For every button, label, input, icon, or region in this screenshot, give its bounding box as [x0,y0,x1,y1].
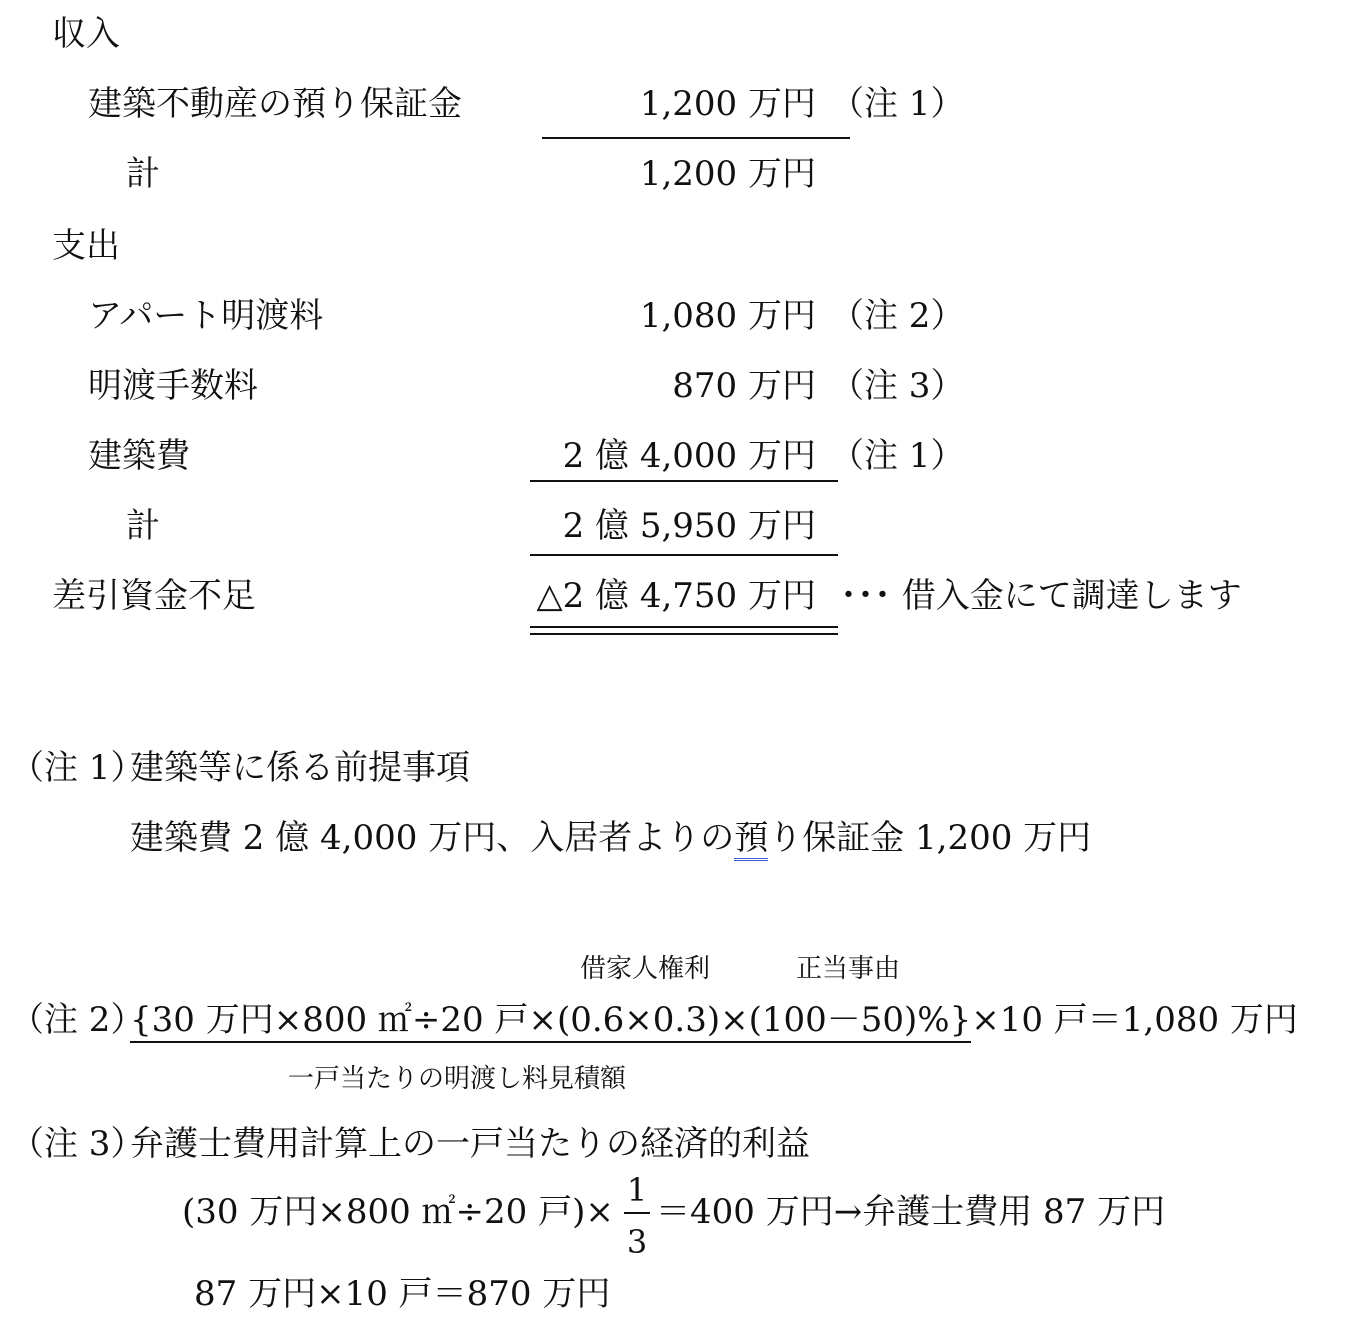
income-total-label: 計 [126,154,160,194]
income-item-note: （注 1） [830,84,965,124]
note3-fraction-denominator: 3 [626,1223,648,1261]
expense-item-label: アパート明渡料 [88,296,324,336]
note3-title: 弁護士費用計算上の一戸当たりの経済的利益 [130,1124,810,1164]
expense-total-label: 計 [126,506,160,546]
income-item-label: 建築不動産の預り保証金 [88,84,462,124]
note2-label-tenant-rights: 借家人権利 [580,954,711,984]
expense-item-note: （注 1） [830,436,965,476]
note2-label-estimate: 一戸当たりの明渡し料見積額 [288,1064,627,1094]
note1-text-before: 建築費 2 億 4,000 万円、入居者よりの [130,818,735,858]
shortfall-double-rule [530,626,838,635]
note3-formula1-left: (30 万円×800 ㎡÷20 戸)× [182,1192,614,1232]
note1-text-underlined: 預 [734,818,768,861]
expense-total-rule [530,554,838,556]
expense-item-amount: 870 万円 [672,366,816,406]
note3-formula1-right: ＝400 万円→弁護士費用 87 万円 [656,1192,1166,1232]
note3-fraction-numerator: 1 [626,1171,648,1209]
note3-formula2: 87 万円×10 戸＝870 万円 [194,1274,611,1314]
expense-heading: 支出 [52,226,120,266]
note1-title: 建築等に係る前提事項 [130,748,470,788]
expense-subtotal-rule [530,480,838,482]
note3-fraction-bar [624,1212,650,1214]
expense-total-amount: 2 億 5,950 万円 [562,506,816,546]
expense-item-note: （注 3） [830,366,965,406]
note1-text-after: り保証金 1,200 万円 [768,818,1092,858]
expense-item-amount: 1,080 万円 [639,296,816,336]
note2-label-just-cause: 正当事由 [796,954,901,984]
note3-marker: （注 3） [10,1124,145,1164]
expense-item-label: 明渡手数料 [88,366,258,406]
expense-item-label: 建築費 [88,436,190,476]
income-subtotal-rule [542,137,850,139]
shortfall-amount: △2 億 4,750 万円 [536,576,816,616]
income-total-amount: 1,200 万円 [639,154,816,194]
shortfall-label: 差引資金不足 [52,576,256,616]
shortfall-comment: ･･･ 借入金にて調達します [840,576,1242,616]
expense-item-amount: 2 億 4,000 万円 [562,436,816,476]
expense-item-note: （注 2） [830,296,965,336]
note2-formula-underlined: {30 万円×800 ㎡÷20 戸×(0.6×0.3)×(100－50)%} [130,1000,971,1043]
note1-marker: （注 1） [10,748,145,788]
income-item-amount: 1,200 万円 [639,84,816,124]
note2-formula-rest: ×10 戸＝1,080 万円 [971,1000,1298,1040]
note2-marker: （注 2） [10,1000,145,1040]
income-heading: 収入 [52,14,120,54]
note2-formula [130,1000,1298,1040]
note1-text [130,818,1091,858]
